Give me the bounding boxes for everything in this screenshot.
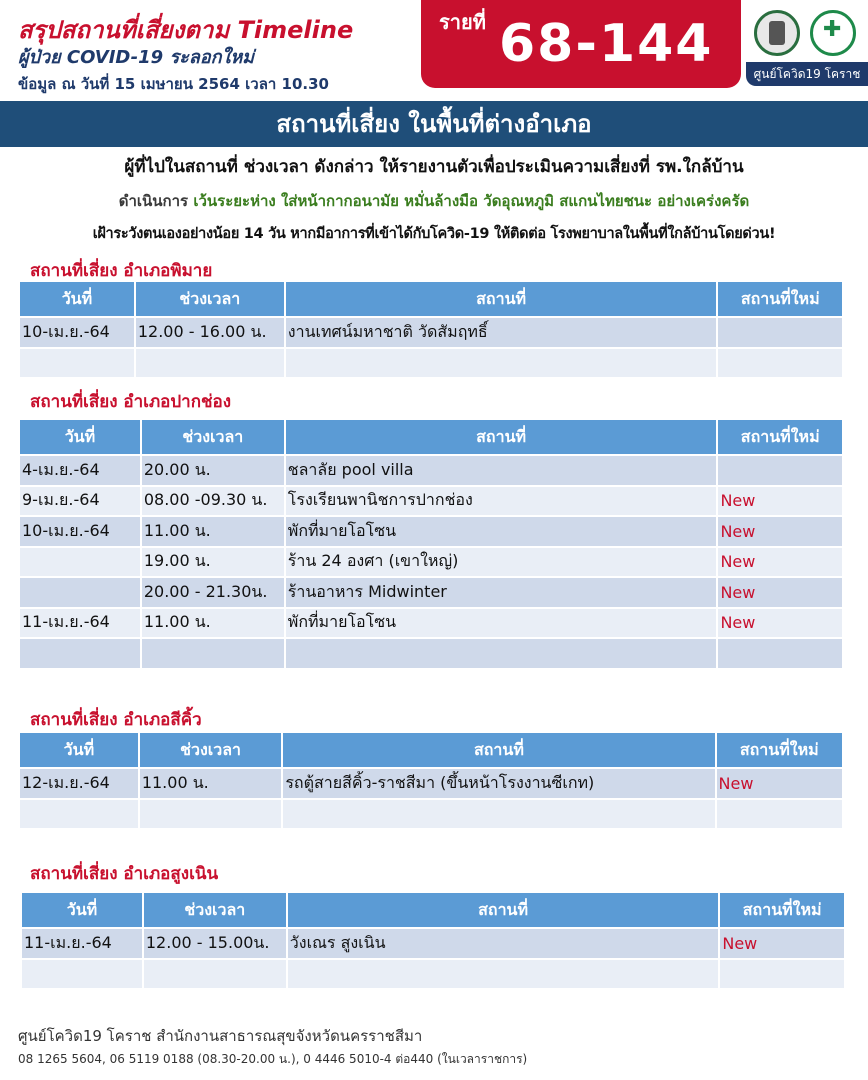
case-number: 68-144: [499, 14, 714, 74]
col-header-new: สถานที่ใหม่: [719, 892, 845, 928]
cell-time: [141, 638, 285, 669]
cell-place: งานเทศน์มหาชาติ วัดสัมฤทธิ์: [285, 317, 718, 348]
case-label: รายที่: [439, 10, 486, 34]
cell-place: พักที่มายโอโซน: [285, 608, 718, 639]
col-header-date: วันที่: [19, 732, 139, 768]
table-row: [19, 799, 843, 830]
instruction-line-2-lead: ดำเนินการ: [118, 192, 189, 210]
cell-date: 10-เม.ย.-64: [19, 516, 141, 547]
risk-table-pakchong: [18, 418, 844, 670]
cell-time: 11.00 น.: [141, 608, 285, 639]
section-title-pakchong: สถานที่เสี่ยง อำเภอปากช่อง: [30, 392, 232, 412]
section-banner: สถานที่เสี่ยง ในพื้นที่ต่างอำเภอ: [0, 101, 868, 147]
instruction-line-1: ผู้ที่ไปในสถานที่ ช่วงเวลา ดังกล่าว ให้รายงานตัวเพื่อประเมินความเสี่ยงที่ รพ.ใกล้บ้าน: [124, 157, 744, 177]
cell-date: [19, 547, 141, 578]
col-header-time: ช่วงเวลา: [141, 419, 285, 455]
footer-org: ศูนย์โควิด19 โคราช สำนักงานสาธารณสุขจังหวัดนครราชสีมา: [18, 1027, 423, 1045]
cell-new: New: [717, 486, 843, 517]
col-header-date: วันที่: [19, 419, 141, 455]
cell-date: 11-เม.ย.-64: [19, 608, 141, 639]
cell-new: New: [717, 547, 843, 578]
cell-place: ร้าน 24 องศา (เขาใหญ่): [285, 547, 718, 578]
table-row: [19, 547, 843, 578]
cell-time: 08.00 -09.30 น.: [141, 486, 285, 517]
instruction-line-2-rest: เว้นระยะห่าง ใส่หน้ากากอนามัย หมั่นล้างมือ วัดอุณหภูมิ สแกนไทยชนะ อย่างเคร่งครัด: [193, 192, 750, 210]
cell-time: 19.00 น.: [141, 547, 285, 578]
cell-new: [717, 317, 843, 348]
cell-place: ร้านอาหาร Midwinter: [285, 577, 718, 608]
cell-time: [135, 348, 285, 379]
col-header-time: ช่วงเวลา: [135, 281, 285, 317]
cell-time: [139, 799, 283, 830]
cell-date: [21, 959, 143, 990]
col-header-place: สถานที่: [287, 892, 720, 928]
col-header-place: สถานที่: [285, 281, 718, 317]
header: [0, 0, 868, 100]
page-subtitle: ผู้ป่วย COVID-19 ระลอกใหม่: [18, 47, 255, 68]
cell-date: [19, 577, 141, 608]
cell-new: New: [716, 768, 843, 799]
cell-new: [717, 348, 843, 379]
cell-time: 12.00 - 16.00 น.: [135, 317, 285, 348]
cell-time: 20.00 - 21.30น.: [141, 577, 285, 608]
health-ministry-logo-icon: [810, 10, 856, 56]
cell-date: 12-เม.ย.-64: [19, 768, 139, 799]
data-date: ข้อมูล ณ วันที่ 15 เมษายน 2564 เวลา 10.30: [18, 75, 329, 93]
cell-time: 20.00 น.: [141, 455, 285, 486]
table-row: [19, 317, 843, 348]
logo-box: [746, 0, 868, 86]
cell-new: New: [717, 608, 843, 639]
col-header-new: สถานที่ใหม่: [716, 732, 843, 768]
cell-date: [19, 348, 135, 379]
cell-date: 10-เม.ย.-64: [19, 317, 135, 348]
cell-new: [717, 455, 843, 486]
table-row: [21, 928, 845, 959]
cell-date: [19, 799, 139, 830]
table-row: [19, 486, 843, 517]
provincial-seal-icon: [754, 10, 800, 56]
cell-new: New: [719, 928, 845, 959]
col-header-place: สถานที่: [285, 419, 718, 455]
table-row: [19, 455, 843, 486]
cell-place: พักที่มายโอโซน: [285, 516, 718, 547]
col-header-time: ช่วงเวลา: [143, 892, 287, 928]
cell-new: New: [717, 577, 843, 608]
footer-phones: 08 1265 5604, 06 5119 0188 (08.30-20.00 น.), 0 4446 5010-4 ต่อ440 (ในเวลาราชการ): [18, 1052, 528, 1066]
cell-place: [282, 799, 715, 830]
table-row: [19, 348, 843, 379]
cell-time: 11.00 น.: [141, 516, 285, 547]
cell-place: รถตู้สายสีคิ้ว-ราชสีมา (ขึ้นหน้าโรงงานซีเกท): [282, 768, 715, 799]
cell-time: 12.00 - 15.00น.: [143, 928, 287, 959]
cell-place: [285, 348, 718, 379]
section-title-phimai: สถานที่เสี่ยง อำเภอพิมาย: [30, 261, 213, 281]
col-header-time: ช่วงเวลา: [139, 732, 283, 768]
cell-new: [717, 638, 843, 669]
cell-place: โรงเรียนพานิชการปากช่อง: [285, 486, 718, 517]
risk-table-sungnoen: [20, 891, 846, 990]
cell-date: 4-เม.ย.-64: [19, 455, 141, 486]
risk-table-phimai: [18, 280, 844, 379]
col-header-new: สถานที่ใหม่: [717, 281, 843, 317]
cell-date: [19, 638, 141, 669]
logo-caption: ศูนย์โควิด19 โคราช: [746, 62, 868, 86]
cell-new: New: [717, 516, 843, 547]
cell-time: [143, 959, 287, 990]
case-number-box: [421, 0, 741, 88]
table-row: [19, 577, 843, 608]
instruction-line-2: [0, 189, 868, 213]
cell-time: 11.00 น.: [139, 768, 283, 799]
risk-table-sikhio: [18, 731, 844, 830]
section-title-sikhio: สถานที่เสี่ยง อำเภอสีคิ้ว: [30, 710, 202, 730]
cell-place: ชลาลัย pool villa: [285, 455, 718, 486]
col-header-new: สถานที่ใหม่: [717, 419, 843, 455]
section-title-sungnoen: สถานที่เสี่ยง อำเภอสูงเนิน: [30, 864, 219, 884]
table-row: [19, 638, 843, 669]
table-row: [19, 516, 843, 547]
table-row: [21, 959, 845, 990]
col-header-date: วันที่: [21, 892, 143, 928]
cell-date: 11-เม.ย.-64: [21, 928, 143, 959]
col-header-place: สถานที่: [282, 732, 715, 768]
cell-new: [719, 959, 845, 990]
instruction-line-3: เฝ้าระวังตนเองอย่างน้อย 14 วัน หากมีอาการที่เข้าได้กับโควิด-19 ให้ติดต่อ โรงพยาบาลในพื้นที่ใกล้บ้านโดยด่วน!: [92, 226, 776, 242]
table-row: [19, 768, 843, 799]
cell-place: [285, 638, 718, 669]
cell-new: [716, 799, 843, 830]
col-header-date: วันที่: [19, 281, 135, 317]
cell-place: [287, 959, 720, 990]
page-title: สรุปสถานที่เสี่ยงตาม Timeline: [18, 16, 354, 44]
table-row: [19, 608, 843, 639]
cell-date: 9-เม.ย.-64: [19, 486, 141, 517]
cell-place: วังเณร สูงเนิน: [287, 928, 720, 959]
